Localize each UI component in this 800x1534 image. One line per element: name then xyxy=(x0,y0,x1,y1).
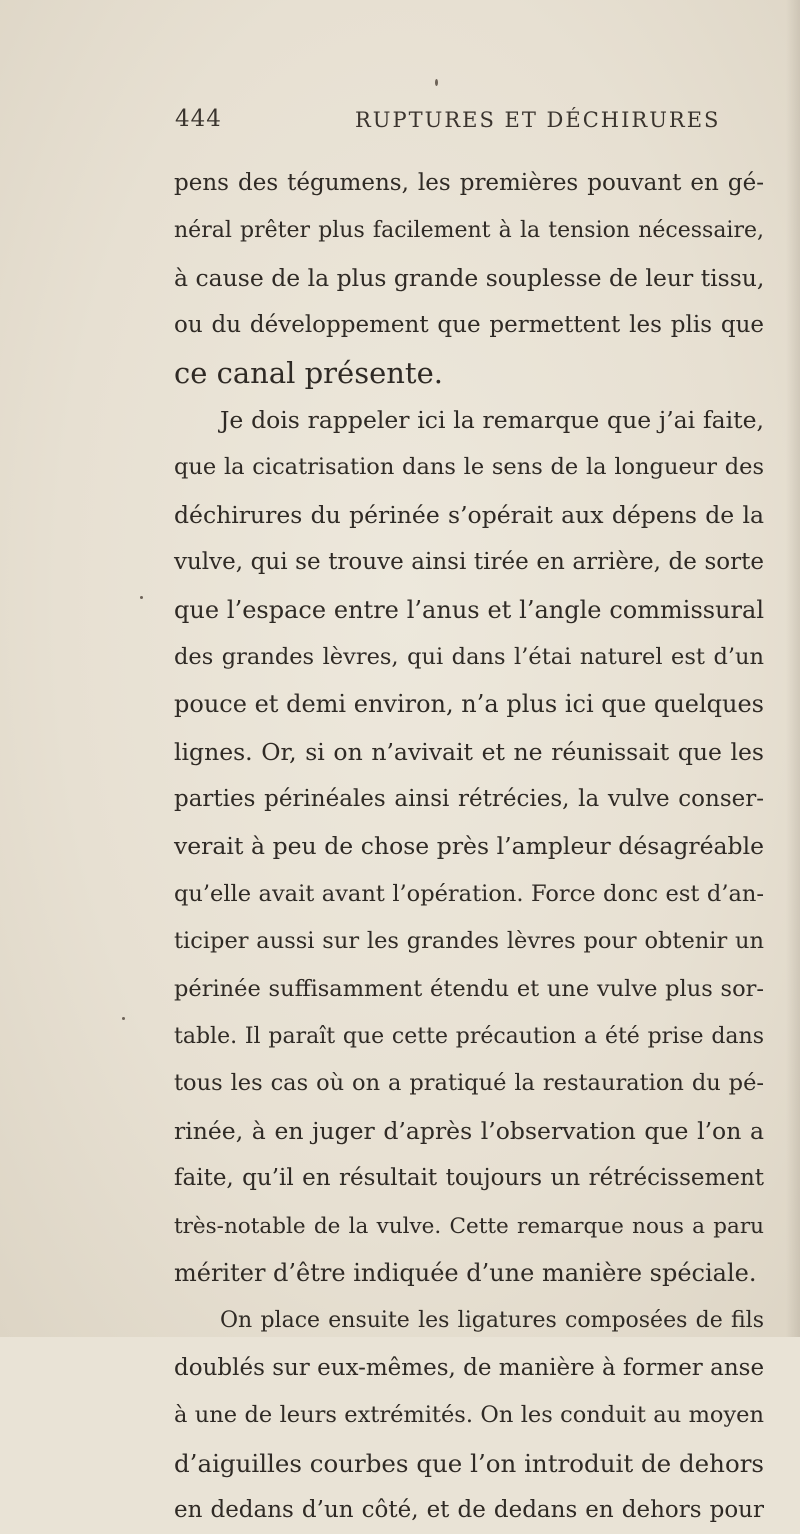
running-head: RUPTURES ET DÉCHIRURES xyxy=(355,108,721,132)
text-line: Je dois rappeler ici la remarque que j’ai faite, xyxy=(220,405,764,434)
text-line: verait à peu de chose près l’ampleur désagréable xyxy=(174,832,764,861)
page-edge-shadow xyxy=(786,0,800,1337)
body-text xyxy=(174,160,764,1534)
text-line: ou du développement que permettent les plis que xyxy=(174,312,764,339)
text-line: tous les cas où on a pratiqué la restauration du pé- xyxy=(174,1070,764,1097)
text-line: à une de leurs extrémités. On les conduit au moyen xyxy=(174,1402,764,1429)
page-number: 444 xyxy=(175,106,222,132)
text-line: ce canal présente. xyxy=(174,355,443,390)
text-line: pouce et demi environ, n’a plus ici que quelques xyxy=(174,690,764,719)
text-line: d’aiguilles courbes que l’on introduit de dehors xyxy=(174,1448,764,1478)
ink-speck xyxy=(140,596,143,599)
text-line: table. Il paraît que cette précaution a été prise dans xyxy=(174,1024,764,1050)
text-line: en dedans d’un côté, et de dedans en dehors pour xyxy=(174,1496,764,1523)
text-line: On place ensuite les ligatures composées de fils xyxy=(220,1308,764,1334)
ink-speck xyxy=(435,79,438,86)
ink-speck xyxy=(122,1017,125,1020)
text-line: rinée, à en juger d’après l’observation que l’on a xyxy=(174,1116,764,1145)
text-line: vulve, qui se trouve ainsi tirée en arrière, de sorte xyxy=(174,549,764,576)
text-line: très-notable de la vulve. Cette remarque nous a paru xyxy=(174,1213,764,1239)
text-line: que la cicatrisation dans le sens de la longueur des xyxy=(174,454,764,481)
text-line: des grandes lèvres, qui dans l’étai naturel est d’un xyxy=(174,643,764,670)
text-line: néral prêter plus facilement à la tension nécessaire, xyxy=(174,218,764,244)
text-line: ticiper aussi sur les grandes lèvres pour obtenir un xyxy=(174,928,764,955)
text-line: mériter d’être indiquée d’une manière spéciale. xyxy=(174,1258,757,1287)
text-line: qu’elle avait avant l’opération. Force donc est d’an- xyxy=(174,880,764,907)
text-line: à cause de la plus grande souplesse de leur tissu, xyxy=(174,263,765,292)
text-line: lignes. Or, si on n’avivait et ne réunissait que les xyxy=(174,737,764,766)
page-header xyxy=(175,106,755,146)
text-line: parties périnéales ainsi rétrécies, la vulve conser- xyxy=(174,786,764,813)
text-line: pens des tégumens, les premières pouvant en gé- xyxy=(174,170,764,196)
text-line: faite, qu’il en résultait toujours un rétrécissement xyxy=(174,1165,764,1192)
text-line: périnée suffisamment étendu et une vulve plus sor- xyxy=(174,975,764,1002)
text-line: doublés sur eux-mêmes, de manière à former anse xyxy=(174,1354,765,1381)
text-line: déchirures du périnée s’opérait aux dépens de la xyxy=(174,500,764,529)
text-line: que l’espace entre l’anus et l’angle commissural xyxy=(174,595,764,624)
